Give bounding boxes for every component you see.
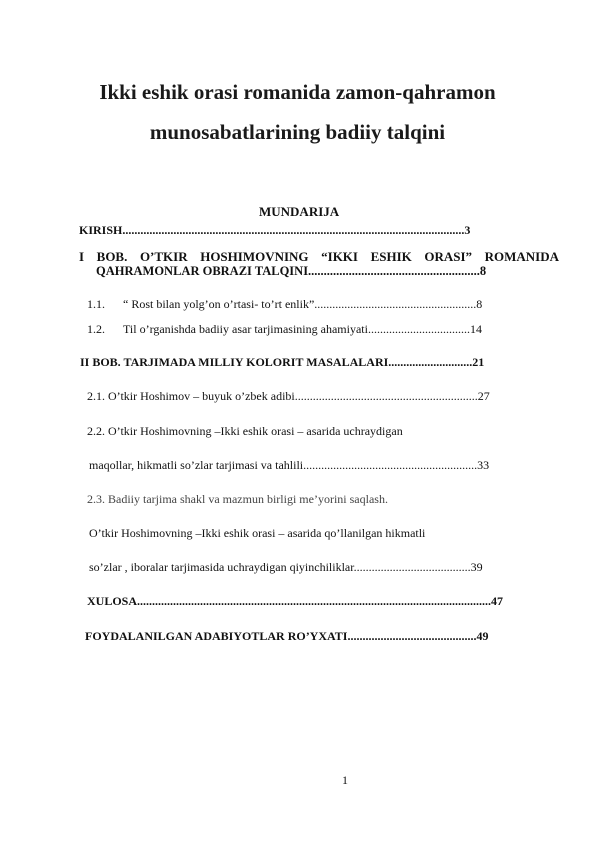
toc-entry-1-2-number: 1.2. xyxy=(87,322,105,336)
toc-entry-chapter1-line2: QAHRAMONLAR OBRAZI TALQINI.......................................................8 xyxy=(96,264,487,278)
toc-entry-chapter1-line1: I BOB. O’TKIR HOSHIMOVNING “IKKI ESHIK ORASI” ROMANIDA xyxy=(79,249,559,264)
toc-entry-2-2-line2: maqollar, hikmatli so’zlar tarjimasi va tahlili..........................................................33 xyxy=(89,458,490,472)
toc-entry-xulosa: XULOSA......................................................................................................................47 xyxy=(87,594,504,608)
toc-entry-chapter2: II BOB. TARJIMADA MILLIY KOLORIT MASALALARI............................21 xyxy=(80,355,485,369)
toc-entry-2-1: 2.1. O’tkir Hoshimov – buyuk o’zbek adibi.............................................................27 xyxy=(87,389,490,403)
toc-entry-2-2-line1: 2.2. O’tkir Hoshimovning ‒Ikki eshik orasi ‒ asarida uchraydigan xyxy=(87,424,403,438)
document-title-line-1: Ikki eshik orasi romanida zamon-qahramon xyxy=(99,80,496,104)
toc-entry-1-1-text: “ Rost bilan yolg’on o’rtasi- to’rt enlik”......................................................8 xyxy=(123,297,483,311)
document-title-line-2: munosabatlarining badiiy talqini xyxy=(149,120,446,144)
toc-heading: MUNDARIJA xyxy=(259,204,340,219)
toc-entry-kirish: KIRISH..................................................................................................................3 xyxy=(79,223,471,237)
toc-entry-2-3-line3: so’zlar , iboralar tarjimasida uchraydigan qiyinchiliklar.......................................39 xyxy=(89,560,483,574)
toc-entry-foydalanilgan-adabiyotlar: FOYDALANILGAN ADABIYOTLAR RO’YXATI...........................................49 xyxy=(85,629,489,643)
page-number: 1 xyxy=(342,773,348,787)
toc-entry-2-3-line1: 2.3. Badiiy tarjima shakl va mazmun birligi me’yorini saqlash. xyxy=(87,492,388,506)
toc-entry-1-1-number: 1.1. xyxy=(87,297,105,311)
toc-entry-2-3-line2: O’tkir Hoshimovning ‒Ikki eshik orasi ‒ asarida qo’llanilgan hikmatli xyxy=(89,526,426,540)
toc-entry-1-2-text: Til o’rganishda badiiy asar tarjimasining ahamiyati..................................14 xyxy=(123,322,482,336)
